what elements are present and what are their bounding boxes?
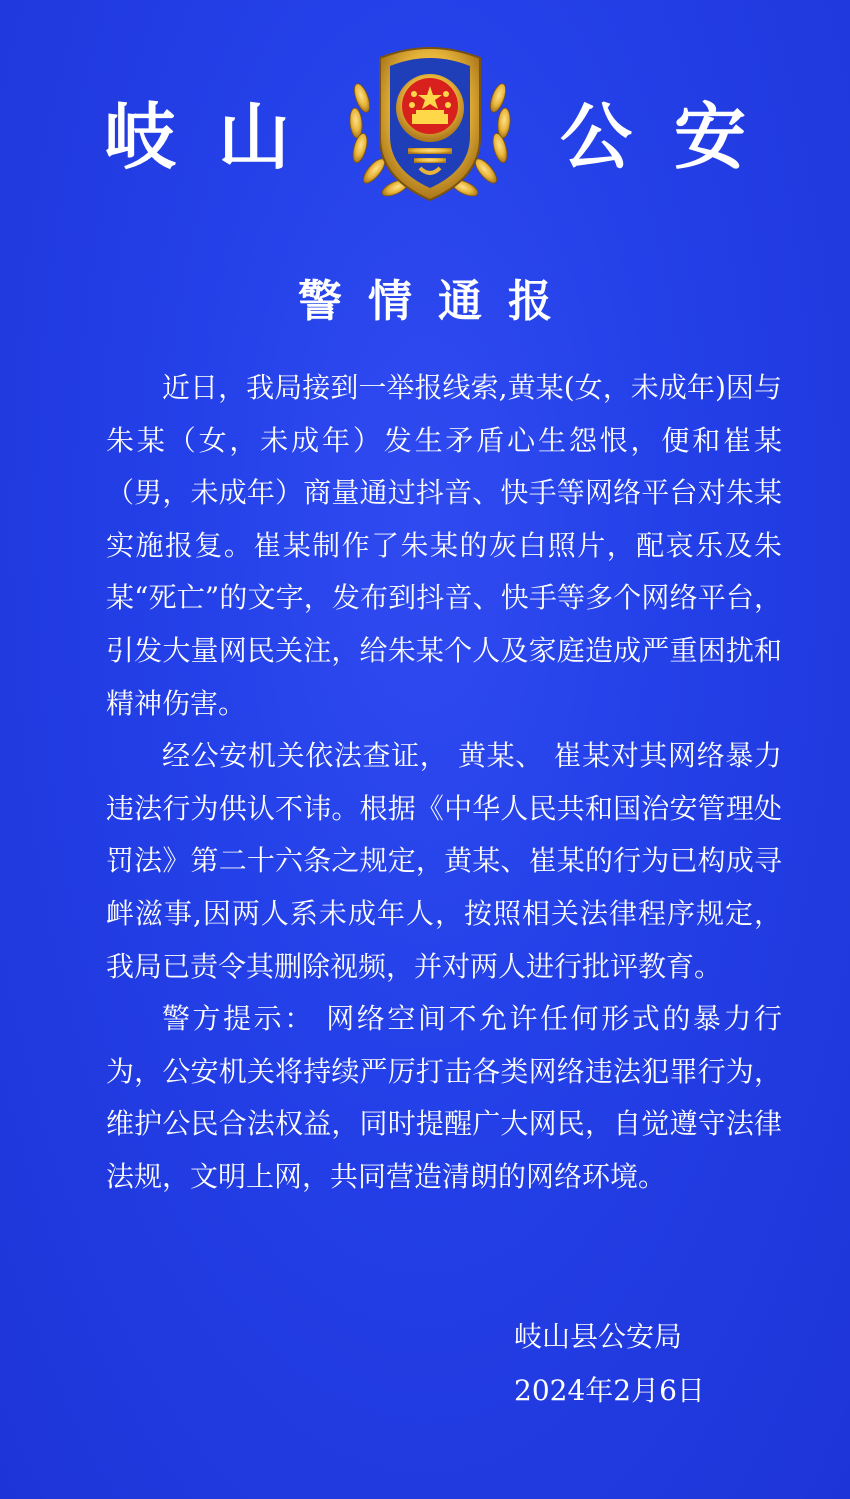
page-title: 警情通报: [298, 276, 578, 327]
header: [0, 0, 850, 250]
signature-org: 岐山县公安局: [514, 1320, 683, 1353]
police-badge-icon: [340, 28, 520, 208]
paragraph-3: 警方提示： 网络空间不允许任何形式的暴力行为，公安机关将持续严厉打击各类网络违法犯罪行为，维护公民合法权益，同时提醒广大网民，自觉遵守法律法规，文明上网，共同营造清朗的网络环境。: [106, 1002, 782, 1193]
paragraph-1: 近日，我局接到一举报线索,黄某(女，未成年)因与朱某（女，未成年）发生矛盾心生怨恨，便和崔某（男，未成年）商量通过抖音、快手等网络平台对朱某实施报复。崔某制作了朱某的灰白照片，配哀乐及朱某“死亡”的文字，发布到抖音、快手等多个网络平台，引发大量网民关注，给朱某个人及家庭造成严重困扰和精神伤害。: [106, 371, 782, 720]
notice-body: [106, 362, 782, 1204]
title-right: 公安: [560, 95, 789, 179]
title-left: 岐山: [104, 95, 333, 179]
paragraph-2: 经公安机关依法查证， 黄某、 崔某对其网络暴力违法行为供认不讳。根据《中华人民共和国治安管理处罚法》第二十六条之规定，黄某、崔某的行为已构成寻衅滋事,因两人系未成年人，按照相关法律程序规定，我局已责令其删除视频，并对两人进行批评教育。: [106, 739, 782, 983]
signature-date: 2024年2月6日: [514, 1374, 705, 1407]
signature: [514, 1310, 705, 1418]
